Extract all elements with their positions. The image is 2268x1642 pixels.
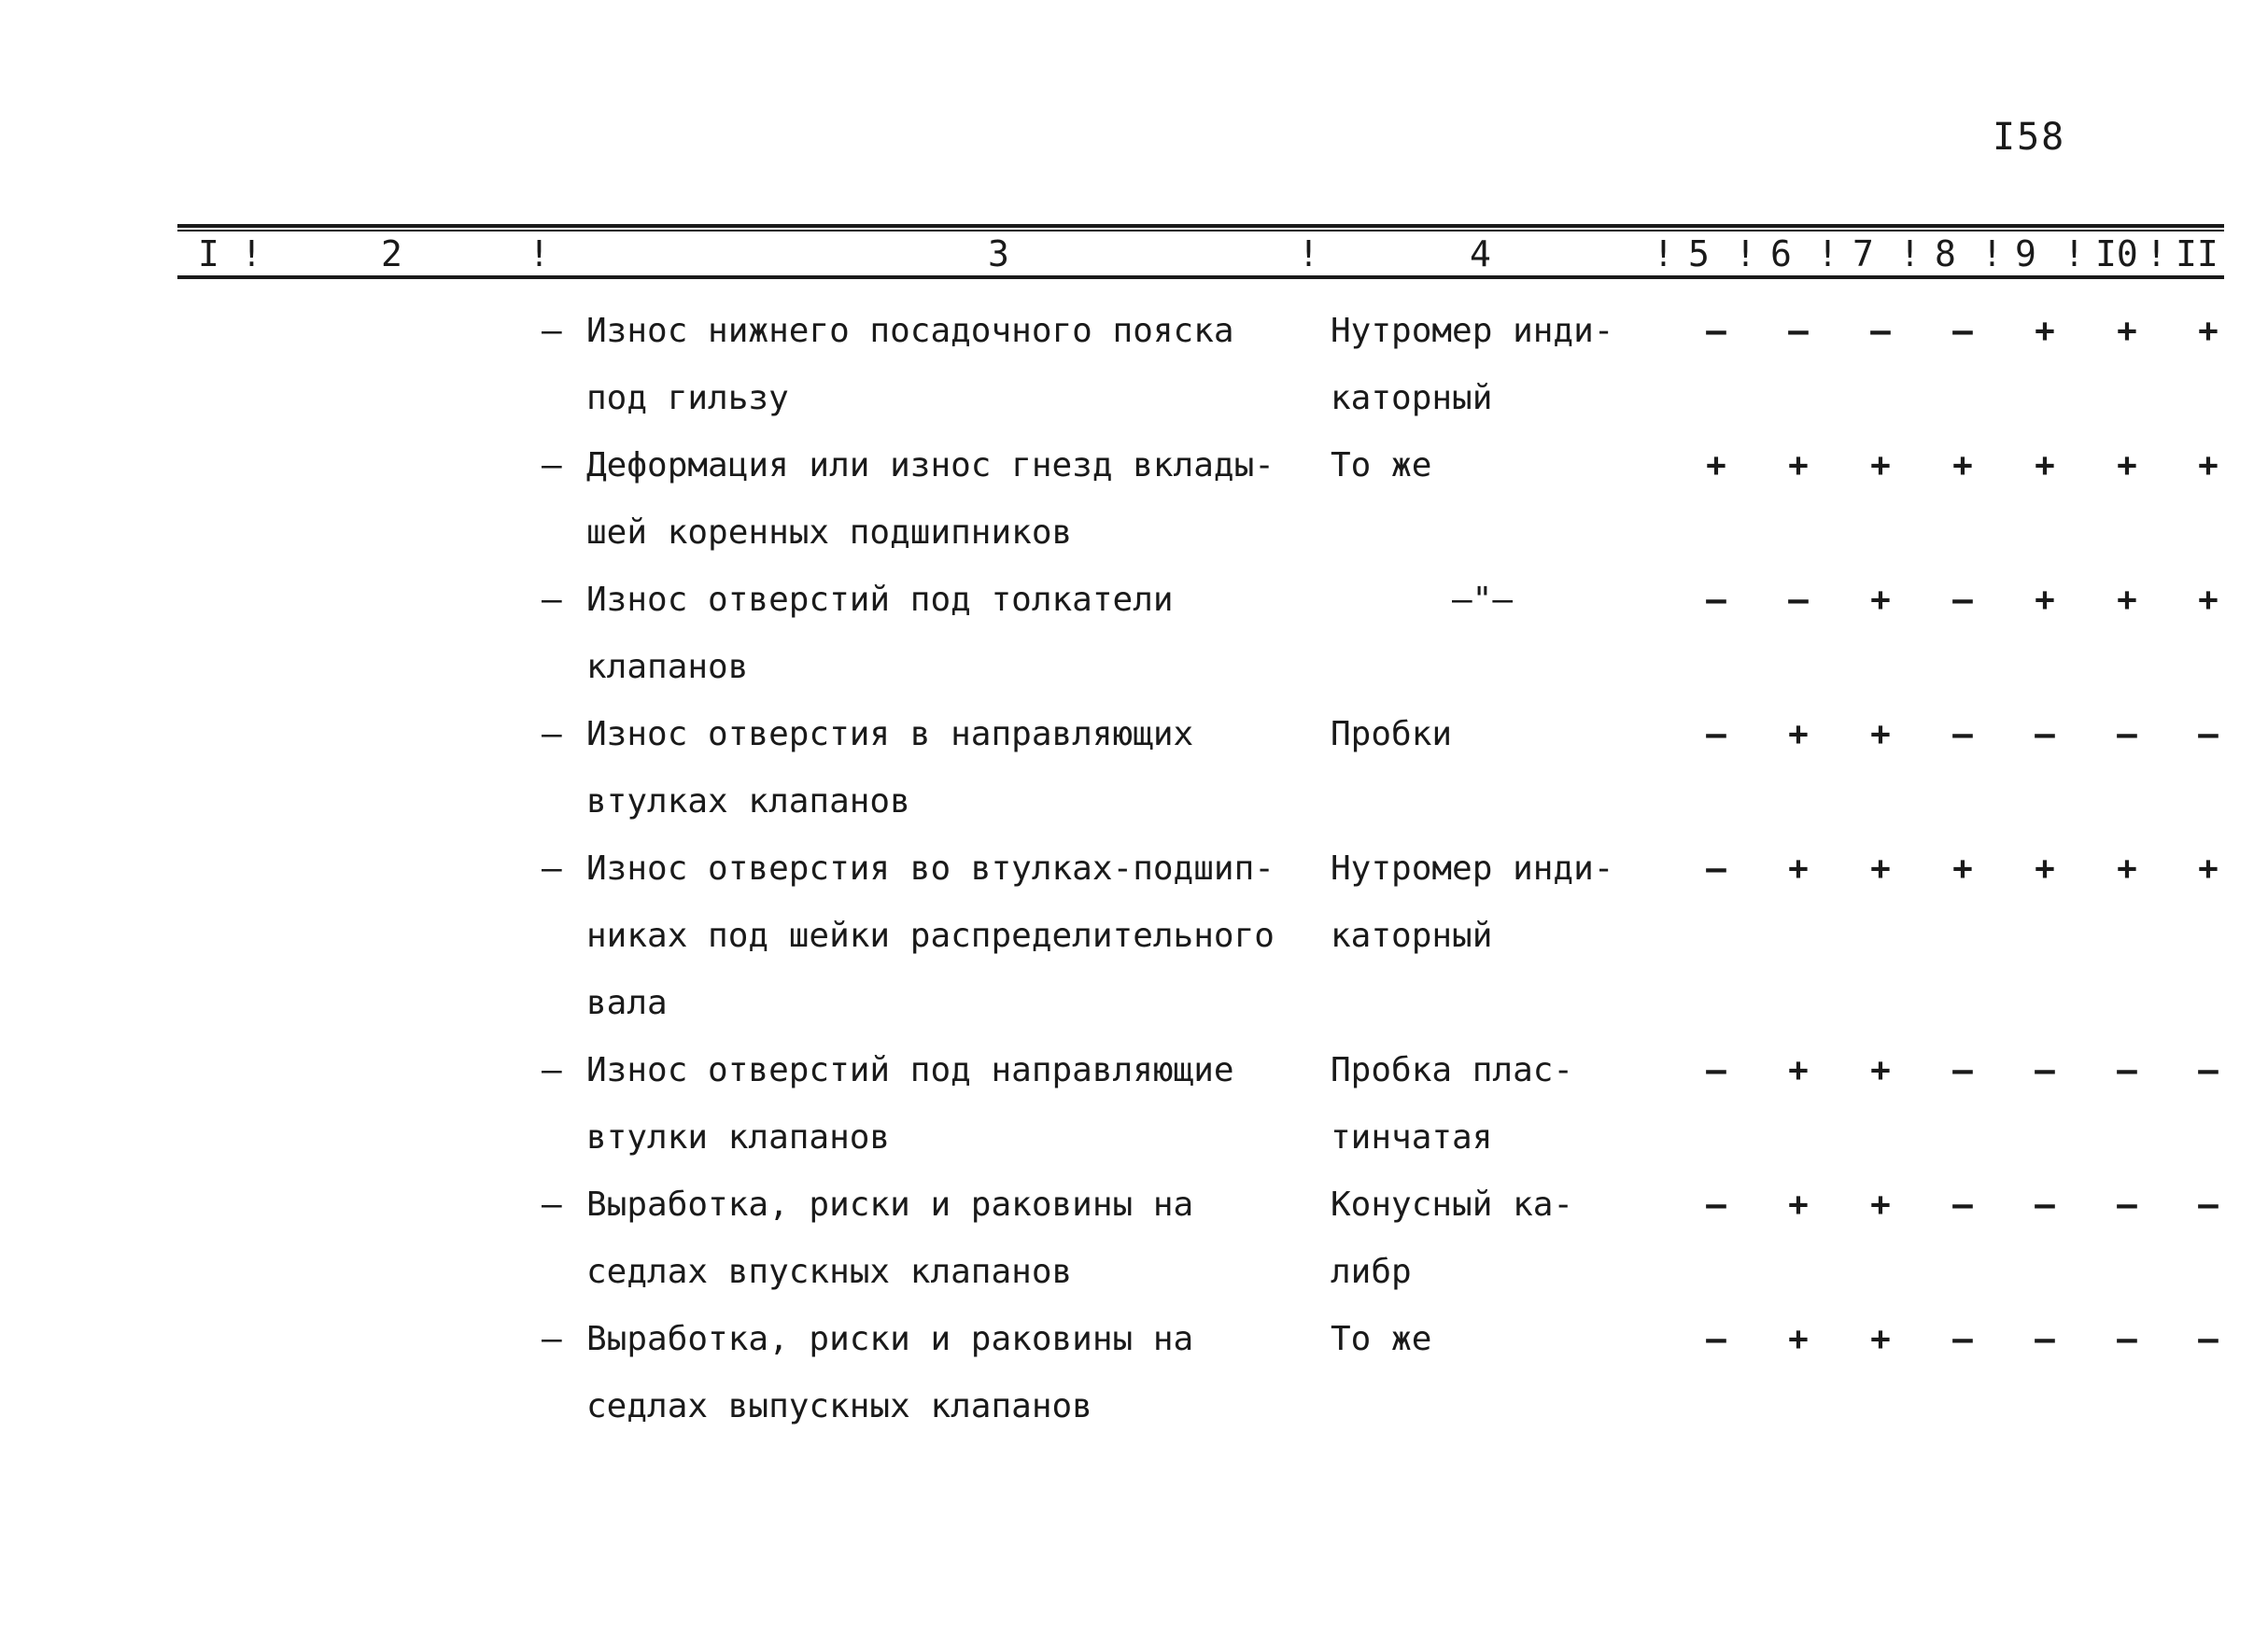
header-sep: ! bbox=[2146, 233, 2167, 274]
mark-col-6: + bbox=[1788, 1186, 1809, 1224]
list-dash: – bbox=[542, 1320, 562, 1358]
mark-col-11: + bbox=[2198, 446, 2219, 484]
header-sep: ! bbox=[1817, 233, 1838, 274]
defect-description: Износ отверстий под толкатели bbox=[586, 581, 1174, 619]
list-dash: – bbox=[542, 1186, 562, 1224]
mark-col-7: + bbox=[1870, 581, 1891, 619]
header-col-9: 9 bbox=[2015, 233, 2036, 274]
defect-description: шей коренных подшипников bbox=[586, 513, 1073, 552]
mark-col-7: + bbox=[1870, 1186, 1891, 1224]
mark-col-8: – bbox=[1952, 1051, 1973, 1089]
mark-col-9: – bbox=[2035, 1320, 2055, 1358]
mark-col-6: + bbox=[1788, 715, 1809, 753]
measuring-tool: То же bbox=[1331, 1320, 1432, 1358]
measuring-tool: каторный bbox=[1331, 379, 1493, 417]
mark-col-10: + bbox=[2117, 312, 2137, 350]
header-sep: ! bbox=[1298, 233, 1319, 274]
mark-col-9: + bbox=[2035, 446, 2055, 484]
mark-col-9: + bbox=[2035, 849, 2055, 888]
defect-description: вала bbox=[586, 984, 668, 1022]
mark-col-8: – bbox=[1952, 1320, 1973, 1358]
header-sep: ! bbox=[241, 233, 262, 274]
mark-col-5: – bbox=[1706, 581, 1726, 619]
header-sep: ! bbox=[2064, 233, 2085, 274]
mark-col-10: – bbox=[2117, 1051, 2137, 1089]
header-col-1: I bbox=[198, 233, 219, 274]
mark-col-11: – bbox=[2198, 715, 2219, 753]
page-number: I58 bbox=[1993, 116, 2066, 159]
defect-description: Выработка, риски и раковины на bbox=[586, 1320, 1194, 1358]
mark-col-5: + bbox=[1706, 446, 1726, 484]
mark-col-10: + bbox=[2117, 581, 2137, 619]
mark-col-5: – bbox=[1706, 849, 1726, 888]
header-sep: ! bbox=[1981, 233, 2003, 274]
mark-col-9: + bbox=[2035, 581, 2055, 619]
defect-description: седлах выпускных клапанов bbox=[586, 1387, 1092, 1425]
mark-col-7: + bbox=[1870, 849, 1891, 888]
header-bottom-rule bbox=[177, 275, 2224, 279]
header-col-4: 4 bbox=[1470, 233, 1491, 274]
mark-col-5: – bbox=[1706, 715, 1726, 753]
mark-col-5: – bbox=[1706, 1320, 1726, 1358]
defect-description: Износ отверстия во втулках-подшип- bbox=[586, 849, 1275, 888]
measuring-tool: каторный bbox=[1331, 917, 1493, 955]
header-sep: ! bbox=[528, 233, 550, 274]
mark-col-8: – bbox=[1952, 715, 1973, 753]
list-dash: – bbox=[542, 581, 562, 619]
header-col-6: 6 bbox=[1770, 233, 1792, 274]
list-dash: – bbox=[542, 1051, 562, 1089]
mark-col-8: – bbox=[1952, 581, 1973, 619]
mark-col-6: – bbox=[1788, 581, 1809, 619]
mark-col-11: + bbox=[2198, 849, 2219, 888]
defect-description: втулках клапанов bbox=[586, 782, 910, 821]
mark-col-5: – bbox=[1706, 1186, 1726, 1224]
measuring-tool: То же bbox=[1331, 446, 1432, 484]
mark-col-9: + bbox=[2035, 312, 2055, 350]
defect-description: Износ нижнего посадочного пояска bbox=[586, 312, 1234, 350]
mark-col-10: + bbox=[2117, 446, 2137, 484]
header-col-2: 2 bbox=[381, 233, 402, 274]
header-col-11: II bbox=[2176, 233, 2219, 274]
mark-col-6: + bbox=[1788, 849, 1809, 888]
measuring-tool: Нутромер инди- bbox=[1331, 849, 1614, 888]
mark-col-8: + bbox=[1952, 446, 1973, 484]
defect-description: Деформация или износ гнезд вклады- bbox=[586, 446, 1275, 484]
header-top-rule-thin bbox=[177, 230, 2224, 232]
list-dash: – bbox=[542, 849, 562, 888]
measuring-tool: Конусный ка- bbox=[1331, 1186, 1574, 1224]
mark-col-9: – bbox=[2035, 1051, 2055, 1089]
mark-col-11: + bbox=[2198, 312, 2219, 350]
header-col-7: 7 bbox=[1852, 233, 1874, 274]
list-dash: – bbox=[542, 715, 562, 753]
header-sep: ! bbox=[1653, 233, 1674, 274]
mark-col-10: + bbox=[2117, 849, 2137, 888]
mark-col-7: + bbox=[1870, 446, 1891, 484]
defect-description: никах под шейки распределительного bbox=[586, 917, 1275, 955]
mark-col-9: – bbox=[2035, 715, 2055, 753]
mark-col-11: – bbox=[2198, 1320, 2219, 1358]
header-col-10: I0 bbox=[2095, 233, 2138, 274]
header-col-3: 3 bbox=[988, 233, 1009, 274]
defect-description: Выработка, риски и раковины на bbox=[586, 1186, 1194, 1224]
mark-col-6: + bbox=[1788, 1051, 1809, 1089]
defect-description: клапанов bbox=[586, 648, 749, 686]
mark-col-7: – bbox=[1870, 312, 1891, 350]
mark-col-8: – bbox=[1952, 1186, 1973, 1224]
mark-col-6: + bbox=[1788, 1320, 1809, 1358]
mark-col-6: – bbox=[1788, 312, 1809, 350]
measuring-tool: Нутромер инди- bbox=[1331, 312, 1614, 350]
header-top-rule bbox=[177, 224, 2224, 228]
mark-col-9: – bbox=[2035, 1186, 2055, 1224]
mark-col-11: + bbox=[2198, 581, 2219, 619]
mark-col-10: – bbox=[2117, 1320, 2137, 1358]
mark-col-8: + bbox=[1952, 849, 1973, 888]
mark-col-11: – bbox=[2198, 1051, 2219, 1089]
defect-description: втулки клапанов bbox=[586, 1118, 891, 1157]
mark-col-7: + bbox=[1870, 1051, 1891, 1089]
mark-col-10: – bbox=[2117, 1186, 2137, 1224]
mark-col-5: – bbox=[1706, 1051, 1726, 1089]
measuring-tool: Пробка плас- bbox=[1331, 1051, 1574, 1089]
header-sep: ! bbox=[1735, 233, 1756, 274]
header-sep: ! bbox=[1899, 233, 1921, 274]
measuring-tool: Пробки bbox=[1331, 715, 1453, 753]
mark-col-11: – bbox=[2198, 1186, 2219, 1224]
mark-col-6: + bbox=[1788, 446, 1809, 484]
mark-col-10: – bbox=[2117, 715, 2137, 753]
mark-col-7: + bbox=[1870, 1320, 1891, 1358]
header-col-8: 8 bbox=[1935, 233, 1956, 274]
defect-description: седлах впускных клапанов bbox=[586, 1253, 1073, 1291]
header-col-5: 5 bbox=[1688, 233, 1710, 274]
list-dash: – bbox=[542, 446, 562, 484]
measuring-tool: тинчатая bbox=[1331, 1118, 1493, 1157]
mark-col-7: + bbox=[1870, 715, 1891, 753]
defect-description: Износ отверстия в направляющих bbox=[586, 715, 1194, 753]
defect-description: под гильзу bbox=[586, 379, 789, 417]
mark-col-8: – bbox=[1952, 312, 1973, 350]
measuring-tool: –"– bbox=[1452, 581, 1514, 619]
mark-col-5: – bbox=[1706, 312, 1726, 350]
measuring-tool: либр bbox=[1331, 1253, 1412, 1291]
list-dash: – bbox=[542, 312, 562, 350]
defect-description: Износ отверстий под направляющие bbox=[586, 1051, 1234, 1089]
